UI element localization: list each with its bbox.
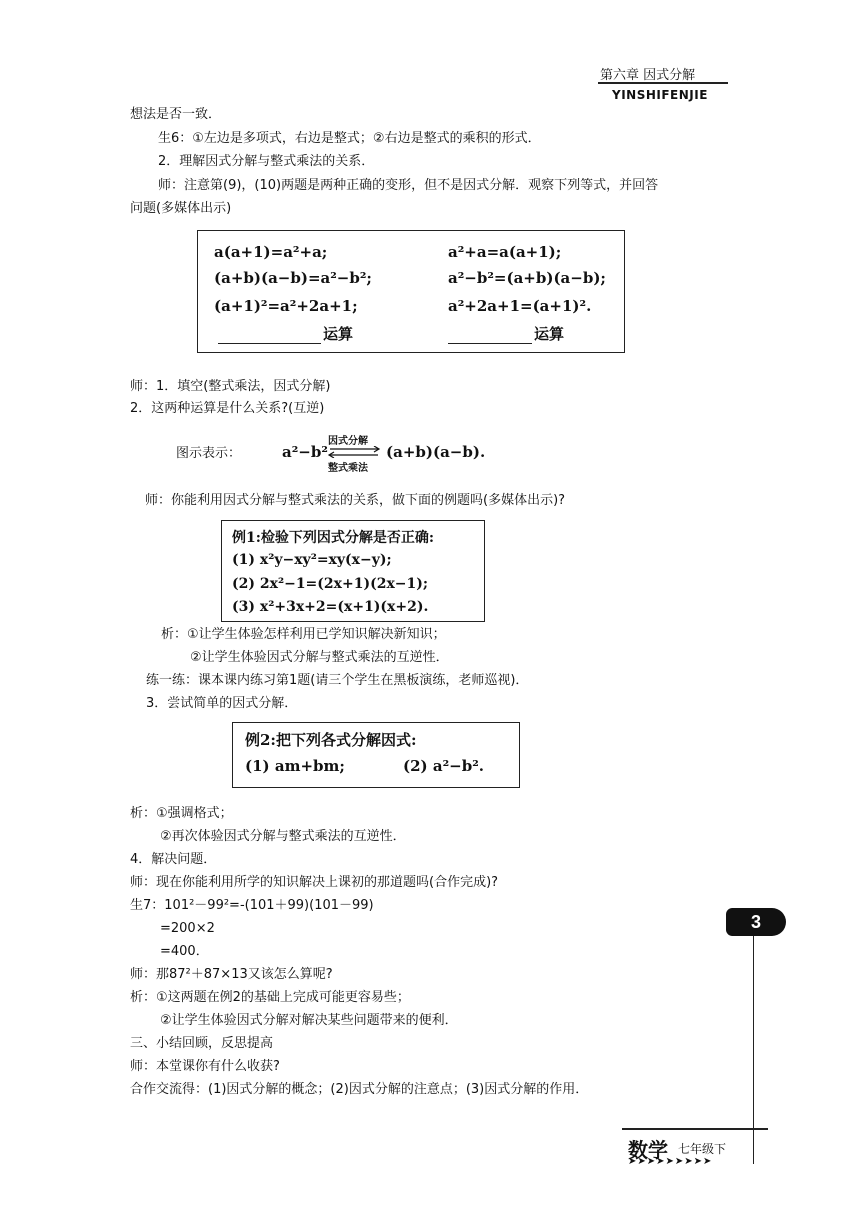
body-line: 师：本堂课你有什么收获? <box>130 1059 280 1074</box>
body-line: 想法是否一致． <box>130 107 222 122</box>
equation: a²+a=a(a+1); <box>448 243 562 261</box>
equation: (a+1)²=a²+2a+1; <box>214 297 358 315</box>
body-line: 4．解决问题． <box>130 852 217 867</box>
example2-item: (2) a²−b². <box>403 757 484 775</box>
body-line: 师：现在你能利用所学的知识解决上课初的那道题吗(合作完成)? <box>130 875 499 890</box>
body-line: 问题(多媒体出示) <box>130 201 232 216</box>
equation-box <box>197 230 625 353</box>
footer-brand <box>626 1134 754 1168</box>
fill-blank <box>448 323 564 344</box>
example2-item: (1) am+bm; <box>245 757 345 775</box>
body-line: 师：1．填空(整式乘法，因式分解) <box>130 379 331 394</box>
body-line: 2．这两种运算是什么关系?(互逆) <box>130 401 325 416</box>
body-line: ②让学生体验因式分解对解决某些问题带来的便利． <box>160 1013 458 1028</box>
body-line: 师：你能利用因式分解与整式乘法的关系，做下面的例题吗(多媒体出示)? <box>145 493 566 508</box>
blank-line <box>218 325 321 344</box>
body-line: 师：注意第(9)，(10)两题是两种正确的变形，但不是因式分解．观察下列等式，并回答 <box>158 178 659 193</box>
body-line: 生6：①左边是多项式，右边是整式；②右边是整式的乘积的形式． <box>158 131 541 146</box>
header-underline <box>598 82 728 84</box>
example2-title: 例2:把下列各式分解因式: <box>245 731 417 749</box>
arrow-top-label: 因式分解 <box>328 436 368 447</box>
body-line: 三、小结回顾，反思提高 <box>130 1036 274 1051</box>
blank-line <box>448 325 532 344</box>
blank-suffix: 运算 <box>323 325 354 343</box>
equation: a(a+1)=a²+a; <box>214 243 328 261</box>
fill-blank <box>218 323 353 344</box>
body-line: =200×2 <box>160 921 215 936</box>
arrows-icon <box>326 446 382 458</box>
footer-subtitle: 七年级下 <box>678 1142 727 1156</box>
example2-box <box>232 722 520 788</box>
body-line: 3．尝试简单的因式分解． <box>146 696 298 711</box>
blank-suffix: 运算 <box>534 325 565 343</box>
example1-item: (1) x²y−xy²=xy(x−y); <box>232 552 392 568</box>
body-line: ②再次体验因式分解与整式乘法的互逆性． <box>160 829 406 844</box>
example1-box <box>221 520 485 622</box>
footer-arrows-icon: ➤➤➤➤➤➤➤➤➤ <box>628 1156 713 1167</box>
footer-rule <box>622 1128 768 1130</box>
page-number: 3 <box>726 908 786 936</box>
equation: (a+b)(a−b)=a²−b²; <box>214 269 372 287</box>
diagram-left-expr: a²−b² <box>282 443 328 461</box>
body-line: 练一练：课本课内练习第1题(请三个学生在黑板演练，老师巡视)． <box>146 673 529 688</box>
body-line: 合作交流得：(1)因式分解的概念；(2)因式分解的注意点；(3)因式分解的作用． <box>130 1082 589 1097</box>
arrow-bottom-label: 整式乘法 <box>328 463 368 474</box>
example1-item: (3) x²+3x+2=(x+1)(x+2). <box>232 599 429 615</box>
example1-title: 例1:检验下列因式分解是否正确: <box>232 530 435 546</box>
header-subtitle: YINSHIFENJIE <box>612 88 708 102</box>
footer-title: 数学 <box>628 1138 668 1162</box>
equation: a²+2a+1=(a+1)². <box>448 297 592 315</box>
body-line: ②让学生体验因式分解与整式乘法的互逆性． <box>190 650 449 665</box>
body-line: 生7：101²－99²=-(101＋99)(101－99) <box>130 898 374 913</box>
equation: a²−b²=(a+b)(a−b); <box>448 269 606 287</box>
body-line: 2．理解因式分解与整式乘法的关系． <box>158 154 375 169</box>
body-line: =400． <box>160 944 209 959</box>
body-line: 析：①强调格式； <box>130 806 233 821</box>
body-line: 析：①让学生体验怎样利用已学知识解决新知识； <box>161 627 446 642</box>
diagram-right-expr: (a+b)(a−b). <box>386 443 486 461</box>
chapter-title: 第六章 因式分解 <box>600 68 696 83</box>
body-line: 析：①这两题在例2的基础上完成可能更容易些； <box>130 990 410 1005</box>
example1-item: (2) 2x²−1=(2x+1)(2x−1); <box>232 576 429 592</box>
diagram-label: 图示表示： <box>176 446 242 461</box>
body-line: 师：那87²＋87×13又该怎么算呢? <box>130 967 333 982</box>
double-arrow <box>326 432 382 472</box>
